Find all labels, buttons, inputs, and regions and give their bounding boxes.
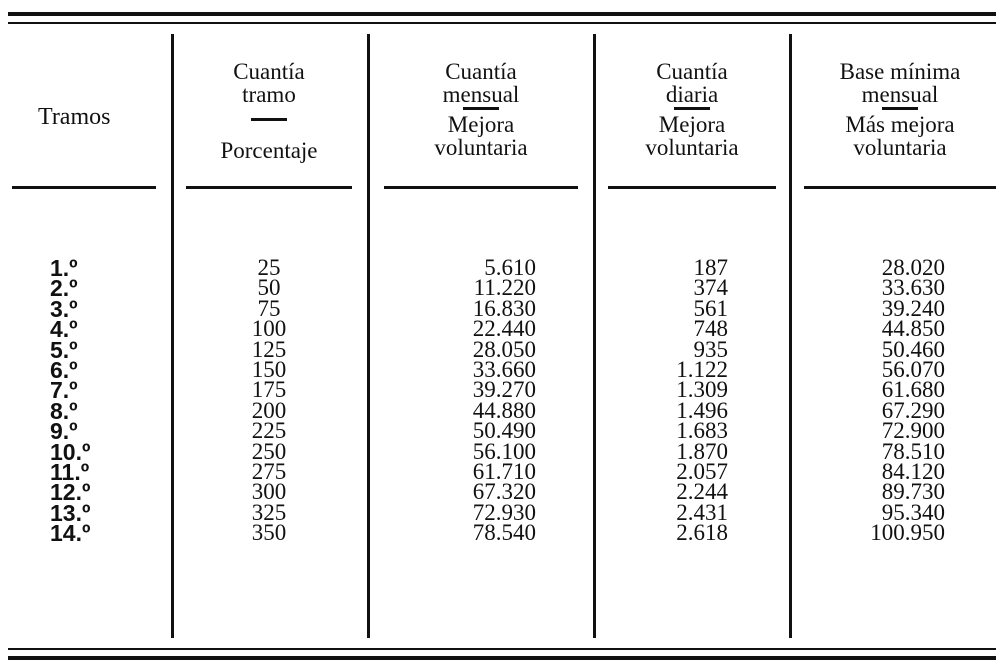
- table-cell-base: 78.510: [881, 438, 945, 464]
- table-cell-tramo: 12.º: [50, 479, 91, 506]
- header-mejora: Mejora: [658, 112, 726, 137]
- table-cell-diaria: 2.057: [676, 458, 728, 484]
- header-voluntaria: voluntaria: [853, 135, 947, 160]
- table-cell-mensual: 50.490: [472, 418, 536, 444]
- table-cell-base: 56.070: [881, 356, 945, 382]
- header-cuantia-diaria: [608, 60, 776, 159]
- header-base-minima-line1: Base mínima: [839, 59, 961, 84]
- header-underline-mensual: [384, 186, 578, 189]
- table-cell-base: 33.630: [881, 275, 945, 301]
- header-dash: [674, 107, 710, 110]
- header-dash: [251, 118, 287, 121]
- column-separator-3: [593, 34, 596, 638]
- table-cell-diaria: 374: [693, 275, 728, 301]
- table-cell-tramo: 9.º: [50, 418, 78, 445]
- table-cell-porcentaje: 175: [251, 377, 287, 403]
- table-cell-porcentaje: 300: [251, 479, 287, 505]
- header-voluntaria: voluntaria: [645, 135, 739, 160]
- table-cell-tramo: 10.º: [50, 438, 91, 465]
- header-cuantia-tramo-line2: tramo: [242, 82, 296, 107]
- header-dash: [463, 107, 499, 110]
- column-separator-4: [789, 34, 792, 638]
- header-cuantia-mensual: [384, 60, 578, 159]
- table-cell-base: 61.680: [881, 377, 945, 403]
- table-cell-diaria: 748: [693, 316, 728, 342]
- table-cell-diaria: 1.309: [676, 377, 728, 403]
- table-cell-porcentaje: 250: [251, 438, 287, 464]
- header-tramos: Tramos: [38, 104, 111, 130]
- table-cell-porcentaje: 350: [251, 520, 287, 546]
- table-cell-porcentaje: 200: [251, 397, 287, 423]
- table-cell-diaria: 1.496: [676, 397, 728, 423]
- header-voluntaria: voluntaria: [434, 135, 528, 160]
- table-cell-diaria: 2.618: [676, 520, 728, 546]
- table-cell-base: 84.120: [881, 458, 945, 484]
- table-cell-diaria: 187: [693, 255, 728, 280]
- table-cell-mensual: 33.660: [472, 356, 536, 382]
- column-cuantia-diaria: [660, 255, 728, 546]
- header-dash: [882, 107, 918, 110]
- column-cuantia-mensual: [438, 255, 536, 546]
- header-base-minima: [804, 60, 996, 159]
- table-cell-mensual: 78.540: [472, 520, 536, 546]
- table-cell-tramo: 6.º: [50, 356, 78, 383]
- bottom-rule-thick: [8, 656, 996, 660]
- header-mas-mejora: Más mejora: [845, 112, 955, 137]
- table-cell-mensual: 44.880: [472, 397, 536, 423]
- table-cell-base: 44.850: [881, 316, 945, 342]
- table-cell-tramo: 3.º: [50, 295, 78, 322]
- header-underline-tramos: [12, 186, 156, 189]
- table-cell-porcentaje: 225: [251, 418, 287, 444]
- table-cell-diaria: 2.244: [676, 479, 728, 505]
- table-cell-tramo: 2.º: [50, 275, 78, 302]
- top-rule-thin: [8, 22, 996, 24]
- table-cell-diaria: 935: [693, 336, 728, 362]
- table-cell-tramo: 4.º: [50, 316, 78, 343]
- column-base-minima: [845, 255, 945, 546]
- table-cell-diaria: 2.431: [676, 499, 728, 525]
- header-cuantia-tramo-line1: Cuantía: [233, 59, 305, 84]
- table-cell-porcentaje: 50: [257, 275, 281, 301]
- table-cell-tramo: 1.º: [50, 255, 78, 281]
- bottom-rule-thin: [8, 648, 996, 650]
- table-cell-base: 100.950: [870, 520, 945, 546]
- header-cuantia-diaria-line2: diaria: [665, 82, 719, 107]
- table-cell-mensual: 72.930: [472, 499, 536, 525]
- table-cell-porcentaje: 275: [251, 458, 287, 484]
- table-cell-mensual: 56.100: [472, 438, 536, 464]
- table-cell-porcentaje: 325: [251, 499, 287, 525]
- table-cell-base: 39.240: [881, 295, 945, 321]
- table-cell-porcentaje: 25: [257, 255, 281, 280]
- header-cuantia-mensual-line2: mensual: [442, 82, 520, 107]
- table-cell-porcentaje: 150: [251, 356, 287, 382]
- table-cell-base: 72.900: [881, 418, 945, 444]
- table-cell-diaria: 1.870: [676, 438, 728, 464]
- top-rule-thick: [8, 12, 996, 16]
- table-cell-mensual: 39.270: [472, 377, 536, 403]
- table-cell-mensual: 22.440: [472, 316, 536, 342]
- table-cell-mensual: 11.220: [473, 275, 536, 301]
- header-porcentaje: Porcentaje: [220, 138, 318, 163]
- table-cell-tramo: 14.º: [50, 520, 91, 547]
- table-cell-tramo: 5.º: [50, 336, 78, 363]
- table-cell-base: 67.290: [881, 397, 945, 423]
- column-porcentaje: [230, 255, 308, 546]
- table-cell-porcentaje: 125: [251, 336, 287, 362]
- table-cell-tramo: 7.º: [50, 377, 78, 404]
- column-tramos: [50, 255, 110, 547]
- table-cell-porcentaje: 75: [257, 295, 281, 321]
- column-separator-2: [367, 34, 370, 638]
- header-cuantia-diaria-line1: Cuantía: [656, 59, 728, 84]
- header-underline-base: [804, 186, 996, 189]
- table-cell-diaria: 1.683: [676, 418, 728, 444]
- table-cell-tramo: 11.º: [50, 458, 90, 485]
- header-mejora: Mejora: [447, 112, 515, 137]
- header-cuantia-mensual-line1: Cuantía: [445, 59, 517, 84]
- table-cell-base: 89.730: [881, 479, 945, 505]
- table-cell-tramo: 8.º: [50, 397, 78, 424]
- table-cell-mensual: 5.610: [484, 255, 536, 280]
- table-cell-base: 95.340: [881, 499, 945, 525]
- column-separator-1: [171, 34, 174, 638]
- table-cell-porcentaje: 100: [251, 316, 287, 342]
- table-cell-diaria: 1.122: [676, 356, 728, 382]
- table-cell-mensual: 28.050: [472, 336, 536, 362]
- table-cell-diaria: 561: [693, 295, 728, 321]
- header-underline-diaria: [608, 186, 776, 189]
- header-cuantia-tramo: [186, 60, 352, 162]
- table-cell-mensual: 16.830: [472, 295, 536, 321]
- header-underline-porcentaje: [186, 186, 352, 189]
- table-cell-mensual: 61.710: [472, 458, 536, 484]
- table-cell-tramo: 13.º: [50, 499, 91, 526]
- table-cell-base: 28.020: [881, 255, 945, 280]
- table-cell-base: 50.460: [881, 336, 945, 362]
- header-base-minima-line2: mensual: [861, 82, 939, 107]
- table-cell-mensual: 67.320: [472, 479, 536, 505]
